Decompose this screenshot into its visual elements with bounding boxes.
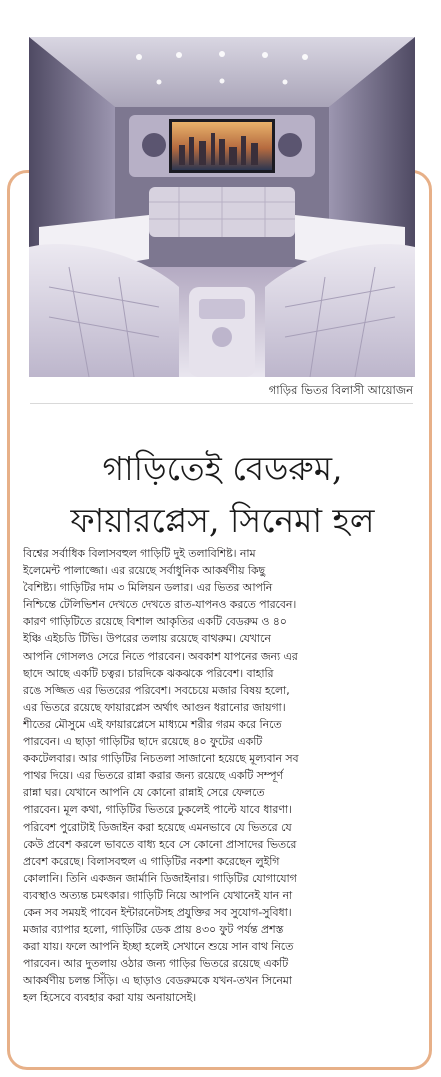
article-line: কারণ গাড়িটিতে রয়েছে বিশাল আকৃতির একটি বেডরুম ও ৪০ <box>23 615 287 629</box>
article-line: পারবেন। আর দুতলায় ওঠার জন্য গাড়ির ভিতরে রয়েছে একটি <box>23 957 289 971</box>
article-line: শীতের মৌসুমে এই ফায়ারপ্লেসে মাধ্যমে শরীর গরম করে নিতে <box>23 717 282 731</box>
article-line: আকর্ষণীয় চলন্ত সিঁড়ি। এ ছাড়াও বেডরুমকে যখন-তখন সিনেমা <box>23 974 292 988</box>
article-line: ককটেলবার। আর গাড়িটির নিচতলা সাজানো হয়েছে মূল্যবান সব <box>23 752 299 766</box>
article-line: বিশ্বের সর্বাধিক বিলাসবহুল গাড়িটি দুই তলাবিশিষ্ট। নাম <box>23 547 256 560</box>
article-line: আপনি গোসলও সেরে নিতে পারবেন। অবকাশ যাপনের জন্য এর <box>23 649 298 663</box>
headline-line-1: গাড়িতেই বেডরুম, <box>102 449 343 488</box>
photo-caption: গাড়ির ভিতর বিলাসী আয়োজন <box>268 383 413 397</box>
article-line: কোলানি। তিনি একজন জার্মানি ডিজাইনার। গাড়িটির যোগাযোগ <box>23 871 297 885</box>
article-line: পাথর দিয়ে। এর ভিতরে রান্না করার জন্য রয়েছে একটি সম্পূর্ণ <box>23 769 283 783</box>
article-line: বৈশিষ্ট্য। গাড়িটির দাম ৩ মিলিয়ন ডলার। এর ভিতর আপনি <box>23 581 273 595</box>
article-line: পারবেন। মূল কথা, গাড়িটির ভিতরে ঢুকলেই পাল্টে যাবে ধারণা। <box>23 803 292 817</box>
article-line: হল হিসেবে ব্যবহার করা যায় অনায়াসেই। <box>23 991 197 1005</box>
article-body <box>23 545 421 1007</box>
article-line: মজার ব্যাপার হলো, গাড়িটির ডেক প্রায় ৪৩০ ফুট পর্যন্ত প্রশস্ত <box>23 923 284 937</box>
article-line: ছাদে আছে একটি চত্বর। চারদিকে ঝকঝকে পরিবেশ। বাহারি <box>23 666 274 680</box>
article-line: করা যায়। ফলে আপনি ইচ্ছা হলেই সেখানে শুয়ে সান বাথ নিতে <box>23 940 294 954</box>
headline <box>25 443 420 547</box>
article-line: ইলেমেন্ট পালাজ্জো। এর রয়েছে সর্বাধুনিক আকর্ষণীয় কিছু <box>23 564 266 578</box>
article-line: পারবেন। এ ছাড়া গাড়িটির ছাদে রয়েছে ৪০ ফুটের একটি <box>23 735 263 749</box>
article-line: পরিবেশ পুরোটাই ডিজাইন করা হয়েছে এমনভাবে যে ভিতরে যে <box>23 820 292 834</box>
article-line: ব্যবস্থাও অত্যন্ত চমৎকার। গাড়িটি নিয়ে আপনি যেখানেই যান না <box>23 888 293 902</box>
car-interior-photo <box>29 37 415 377</box>
article-line: নিশ্চিন্তে টেলিভিশন দেখতে দেখতে রাত-যাপনও করতে পারবেন। <box>23 598 297 612</box>
article-line: প্রবেশ করেছে। বিলাসবহুল এ গাড়িটির নকশা করেছেন লুইগি <box>23 854 280 868</box>
article-line: কেউ প্রবেশ করলে ভাবতে বাধ্য হবে সে কোনো প্রাসাদের ভিতরে <box>23 837 297 851</box>
article-line: রঙে সজ্জিত এর ভিতরের পরিবেশ। সবচেয়ে মজার বিষয় হলো, <box>23 683 290 697</box>
article-line: ইঞ্চি এইচডি টিভি। উপরের তলায় রয়েছে বাথরুম। যেখানে <box>23 632 271 646</box>
article-line: এর ভিতরে রয়েছে ফায়ারপ্লেস অর্থাৎ আগুন ধরানোর জায়গা। <box>23 700 286 714</box>
article-line: রান্না ঘর। যেখানে আপনি যে কোনো রান্নাই সেরে ফেলতে <box>23 786 265 800</box>
caption-divider <box>30 403 413 404</box>
article-line: কেন সব সময়ই পাবেন ইন্টারনেটসহ প্রযুক্তির সব সুযোগ-সুবিধা। <box>23 905 292 919</box>
headline-line-2: ফায়ারপ্লেস, সিনেমা হল <box>70 501 375 540</box>
